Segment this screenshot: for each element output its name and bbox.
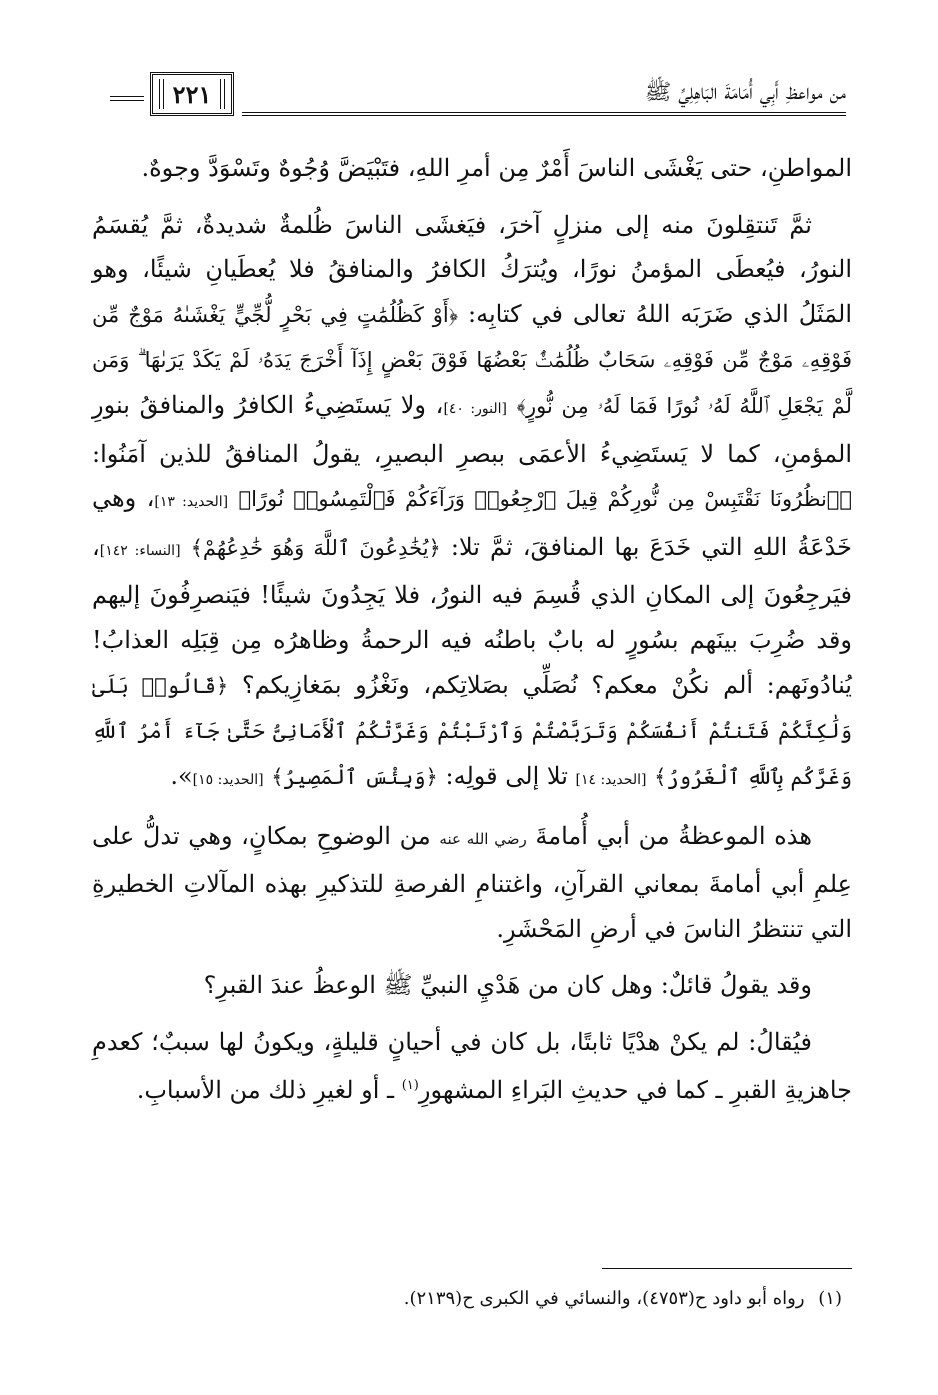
footnotes [92,1284,842,1314]
footnote-item [92,1284,842,1314]
text-run: ثمَّ تَنتقِلونَ منه إلى منزلٍ آخرَ، فيَغشَى الناسَ ظُلمةٌ شديدةٌ، ثمَّ يُقسَمُ النورُ، فيُعطَى المؤمنُ نورًا، ويُترَكُ الكافرُ والمنافقُ فلا يُعطَيانِ شيئًا، وهو المَثَلُ الذي ضَرَبَه اللهُ تعالى في كتابِه: [92,210,852,328]
page-header [110,72,846,124]
footnote-reference[interactable]: (١) [401,1078,419,1094]
header-rule-left [110,96,144,101]
quran-verse: ﴿قَالُوا۟ بَلَىٰ وَلَٰكِنَّكُمْ فَتَنتُمْ أَنفُسَكُمْ وَتَرَبَّصْتُمْ وَٱرْتَبْتُمْ وَغَرَّتْكُمُ ٱلْأَمَانِىُّ حَتَّىٰ جَآءَ أَمْرُ ٱللَّهِ وَغَرَّكُم بِٱللَّهِ ٱلْغَرُورُ﴾ [92,673,852,789]
page-number: ٢٢١ [150,72,234,116]
verse-reference: [الحديد: ١٣] [154,494,229,511]
quran-verse: ﴿ٱنظُرُونَا نَقْتَبِسْ مِن نُّورِكُمْ قِيلَ ٱرْجِعُوا۟ وَرَآءَكُمْ فَٱلْتَمِسُوا۟ نُورًا﴾ [238,487,852,512]
quran-verse: ﴿أَوْ كَظُلُمَٰتٍ فِي بَحْرٍ لُّجِّيٍّ يَغْشَىٰهُ مَوْجٌ مِّن فَوْقِهِۦ مَوْجٌ مِّن فَوْقِهِۦ سَحَابٌ ظُلُمَٰتٌۢ بَعْضُهَا فَوْقَ بَعْضٍ إِذَآ أَخْرَجَ يَدَهُۥ لَمْ يَكَدْ يَرَىٰهَا ۗ وَمَن لَّمْ يَجْعَلِ ٱللَّهُ لَهُۥ نُورًا فَمَا لَهُۥ مِن نُّورٍ﴾ [92,302,852,418]
text-run: فيُقالُ: لم يكنْ هدْيًا ثابتًا، بل كان في أحيانٍ قليلةٍ، ويكونُ لها سببٌ؛ كعدمِ جاهزيةِ القبرِ ـ كما في حديثِ البَراءِ المشهورِ [92,1027,852,1105]
text-run: ـ أو لغيرِ ذلك من الأسبابِ. [136,1076,402,1105]
text-run: تلا إلى قولِه: [437,761,576,790]
paragraph-3 [92,814,852,951]
running-title: من مواعظِ أَبِي أُمَامَةَ البَاهِلِيِّ ﷺ [644,80,846,105]
text-run: من الوضوحِ بمكانٍ، وهي تدلُّ على عِلمِ أبي أمامةَ بمعاني القرآنِ، واغتنامِ الفرصةِ للتذكيرِ بهذه المآلاتِ الخطيرةِ التي تنتظرُ الناسَ في أرضِ المَحْشَرِ. [92,822,852,943]
main-text [92,146,852,1113]
text-run: ، وهي خَدْعَةُ اللهِ التي خَدَعَ بها المنافقَ، ثمَّ تلا: [92,484,852,561]
text-run: ، فيَرجِعُونَ إلى المكانِ الذي قُسِمَ فيه النورُ، فلا يَجِدُونَ شيئًا! فيَنصرِفُونَ إليهم وقد ضُرِبَ بينَهم بسُورٍ له بابٌ باطنُه فيه الرحمةُ وظاهرُه مِن قِبَلِه العذابُ! يُنادُونَهم: ألم نكُنْ معكم؟ نُصَلِّي بصَلاتِكم، ونَغْزُو بمَغازِيكم؟ [92,532,852,699]
footnote-separator [602,1268,852,1269]
quran-verse: ﴿وَبِئْسَ ٱلْمَصِيرُ﴾ [271,764,438,789]
verse-reference: [الحديد: ١٥] [192,771,264,788]
honorific-glyph: رضي الله عنه [439,830,527,849]
header-rule [242,112,846,116]
paragraph-4: وقد يقولُ قائلٌ: وهل كان من هَدْيِ النبيِّ ﷺ الوعظُ عندَ القبرِ؟ [203,971,812,1000]
verse-reference: [النساء: ١٤٢] [99,542,181,559]
verse-reference: [الحديد: ١٤] [575,771,647,788]
paragraph-1: المواطنِ، حتى يَغْشَى الناسَ أَمْرٌ مِن أمرِ اللهِ، فتَبْيَضَّ وُجُوهٌ وتَسْوَدَّ وجوهٌ. [141,154,852,182]
text-run: ، ولا يَستَضِيءُ الكافرُ والمنافقُ بنورِ المؤمنِ، كما لا يَستَضِيءُ الأعمَى ببصرِ البصيرِ، يقولُ المنافقُ للذين آمَنُوا: [92,390,852,468]
paragraph-2 [92,203,852,803]
paragraph-5 [92,1020,852,1113]
text-run: هذه الموعظةُ من أبي أُمامةَ [526,822,812,851]
footnote-marker: (١) [818,1288,842,1309]
footnote-text: رواه أبو داود ح(٤٧٥٣)، والنسائي في الكبرى ح(٢١٣٩). [403,1288,805,1309]
text-run: ». [170,761,193,790]
verse-reference: [النور: ٤٠] [443,400,507,417]
quran-verse: ﴿يُخَٰدِعُونَ ٱللَّهَ وَهُوَ خَٰدِعُهُمْ﴾ [190,535,441,560]
